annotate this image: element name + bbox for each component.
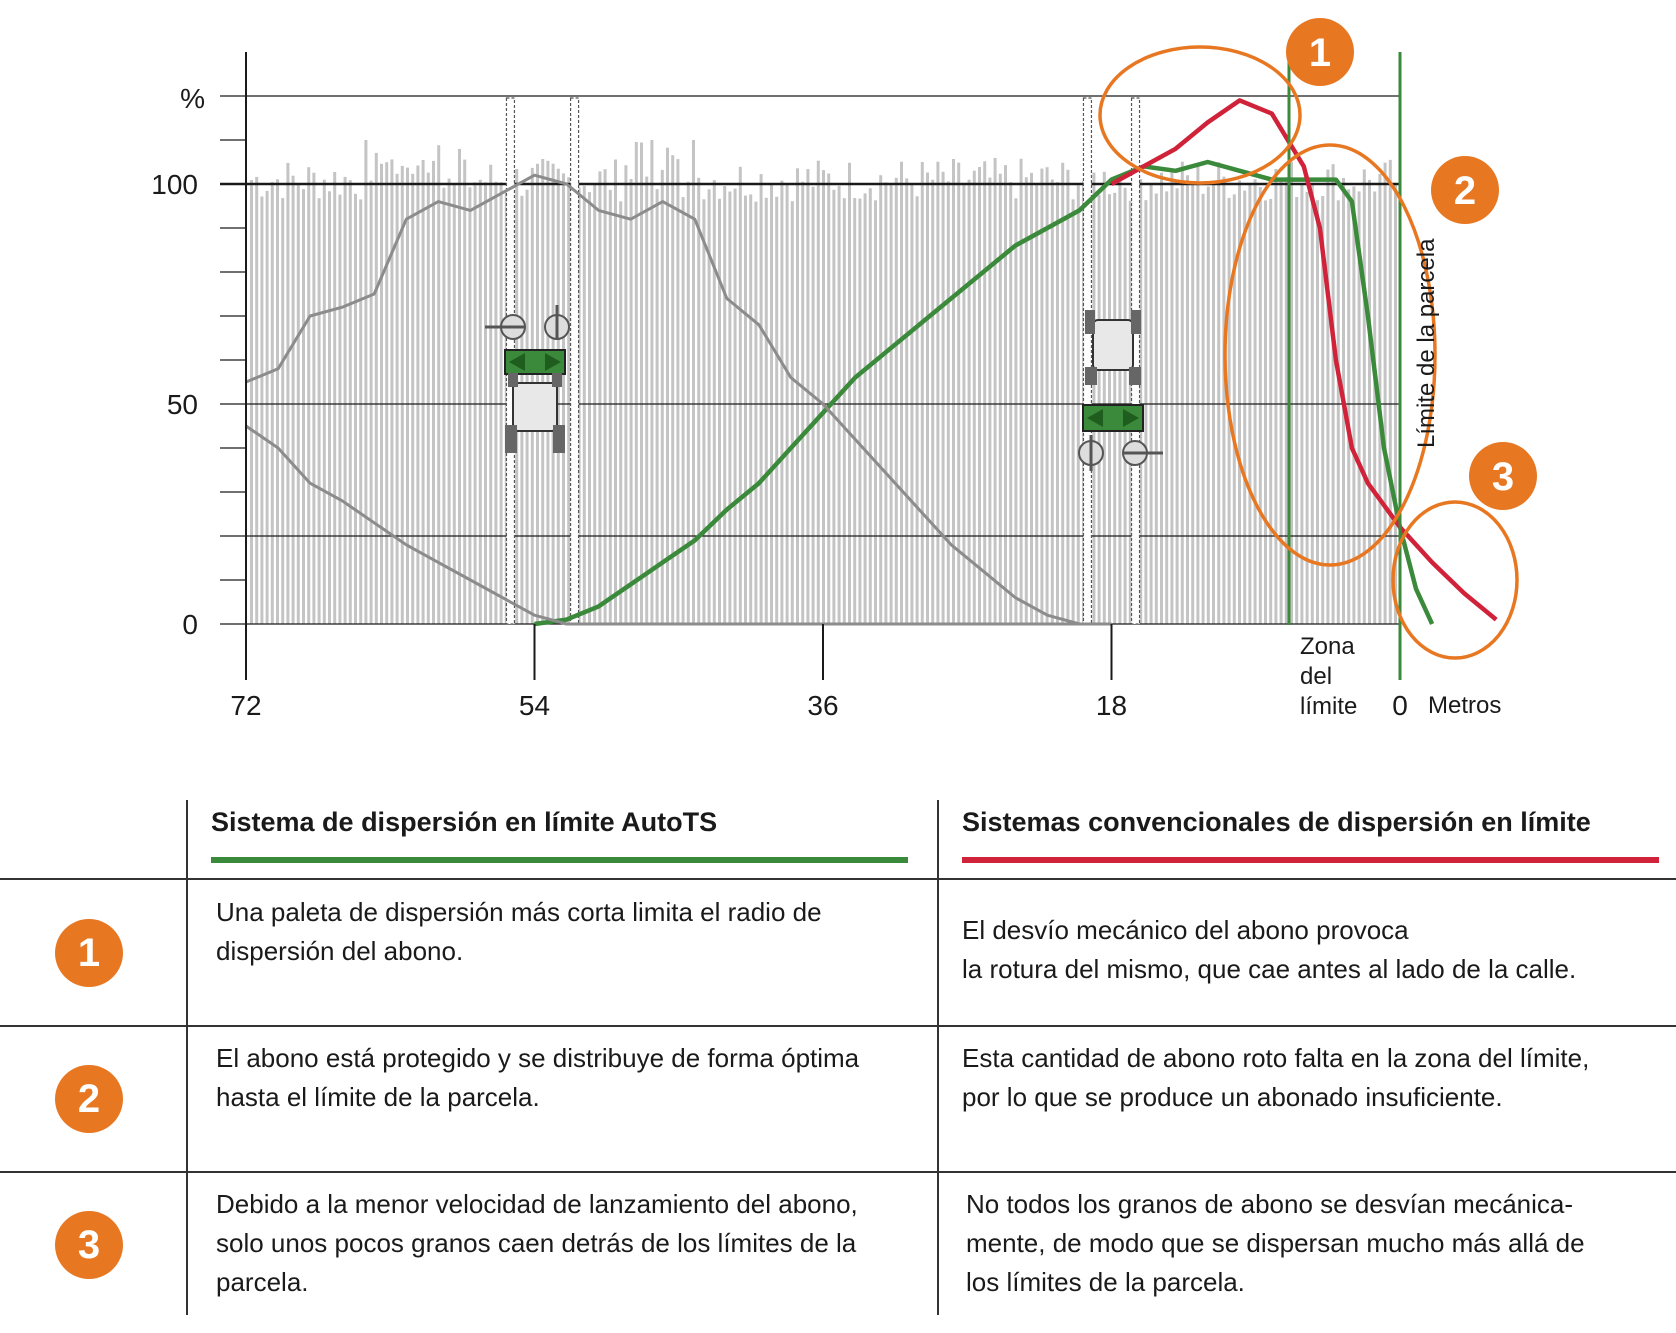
spread-bar bbox=[1347, 189, 1350, 624]
spread-bar bbox=[973, 171, 976, 624]
spread-bar bbox=[416, 166, 419, 625]
header-conventional-rule bbox=[962, 857, 1659, 863]
text-line: dispersión del abono. bbox=[216, 936, 464, 966]
spread-bar bbox=[1046, 167, 1049, 624]
spread-bar bbox=[739, 167, 742, 624]
spread-bar bbox=[1254, 179, 1257, 624]
spread-bar bbox=[463, 160, 466, 624]
spread-bar bbox=[650, 140, 653, 624]
spread-bar bbox=[775, 197, 778, 624]
spread-bar bbox=[1160, 173, 1163, 624]
spread-bar bbox=[791, 201, 794, 624]
spread-bar bbox=[1014, 198, 1017, 624]
spread-bar bbox=[630, 179, 633, 624]
spread-bar bbox=[801, 182, 804, 624]
text-line: Debido a la menor velocidad de lanzamiento del abono, bbox=[216, 1189, 858, 1219]
spread-bar bbox=[806, 169, 809, 624]
svg-text:2: 2 bbox=[1453, 169, 1477, 213]
spread-bar bbox=[328, 191, 331, 624]
spread-bar bbox=[1056, 182, 1059, 624]
badge-1 bbox=[1286, 18, 1354, 86]
spread-bar bbox=[874, 200, 877, 624]
zone-label-line-3: límite bbox=[1300, 693, 1358, 720]
x-unit-label: Metros bbox=[1428, 692, 1502, 719]
y-tick-label: 100 bbox=[151, 169, 198, 200]
spread-bar bbox=[692, 140, 695, 624]
spread-bar bbox=[1118, 178, 1121, 624]
text-line: los límites de la parcela. bbox=[966, 1267, 1245, 1297]
spread-bar bbox=[292, 176, 295, 624]
spread-bar bbox=[255, 177, 258, 624]
spread-bar bbox=[1207, 187, 1210, 625]
text-line: No todos los granos de abono se desvían mecánica- bbox=[966, 1189, 1574, 1219]
spread-bar bbox=[822, 170, 825, 624]
spread-bar bbox=[744, 196, 747, 624]
spread-bar bbox=[333, 172, 336, 624]
spread-bar bbox=[728, 192, 731, 625]
spread-bar bbox=[500, 182, 503, 624]
spread-bar bbox=[489, 165, 492, 624]
spread-bar bbox=[926, 173, 929, 625]
row-number-badge: 2 bbox=[55, 1065, 123, 1133]
spread-bar bbox=[812, 187, 815, 624]
spread-bar bbox=[448, 179, 451, 624]
spread-bar bbox=[978, 167, 981, 624]
spread-bar bbox=[760, 174, 763, 624]
spread-bar bbox=[1243, 191, 1246, 624]
spread-bar bbox=[905, 178, 908, 624]
spread-bar bbox=[879, 175, 882, 624]
spread-bar bbox=[931, 180, 934, 624]
spread-bar bbox=[338, 195, 341, 624]
spread-bar bbox=[942, 172, 945, 624]
row-3-conventional bbox=[966, 1185, 1672, 1302]
row-divider bbox=[0, 1171, 1676, 1173]
spread-bar bbox=[604, 169, 607, 624]
spread-bar bbox=[957, 163, 960, 624]
spread-bar bbox=[302, 189, 305, 624]
x-tick-label: 54 bbox=[518, 690, 551, 721]
spread-bar bbox=[474, 182, 477, 624]
text-line: Una paleta de dispersión más corta limita el radio de bbox=[216, 897, 822, 927]
spread-bar bbox=[713, 180, 716, 624]
spread-bar bbox=[999, 174, 1002, 624]
spread-bar bbox=[468, 187, 471, 624]
spread-bar bbox=[864, 193, 867, 624]
spread-bar bbox=[494, 182, 497, 624]
spread-bar bbox=[1066, 170, 1069, 624]
row-1-autots bbox=[216, 893, 926, 971]
text-line: El desvío mecánico del abono provoca bbox=[962, 915, 1409, 945]
spread-bar bbox=[1316, 200, 1319, 624]
text-line: El abono está protegido y se distribuye de forma óptima bbox=[216, 1043, 860, 1073]
svg-text:3: 3 bbox=[1491, 455, 1515, 499]
spread-bar bbox=[702, 199, 705, 624]
spread-bar bbox=[1051, 180, 1054, 625]
badge-2 bbox=[1431, 156, 1499, 224]
spread-bar bbox=[921, 162, 924, 624]
text-line: la rotura del mismo, que cae antes al lado de la calle. bbox=[962, 954, 1577, 984]
spread-bar bbox=[645, 177, 648, 624]
track-mark bbox=[571, 98, 579, 624]
spread-bar bbox=[853, 198, 856, 624]
spread-bar bbox=[406, 168, 409, 624]
spread-bar bbox=[1040, 169, 1043, 624]
spread-bar bbox=[1389, 160, 1392, 624]
spread-bar bbox=[832, 190, 835, 624]
header-autots-rule bbox=[211, 857, 908, 863]
spread-bar bbox=[432, 161, 435, 624]
spread-bar bbox=[1373, 192, 1376, 625]
spread-bar bbox=[385, 162, 388, 624]
spread-bar bbox=[1368, 180, 1371, 624]
spread-bar bbox=[1264, 200, 1267, 624]
svg-text:1: 1 bbox=[1308, 31, 1332, 75]
text-line: solo unos pocos granos caen detrás de los límites de la bbox=[216, 1228, 857, 1258]
spread-bar bbox=[567, 177, 570, 624]
spread-bar bbox=[780, 181, 783, 624]
spread-bar bbox=[458, 149, 461, 624]
spread-bar bbox=[344, 177, 347, 624]
spread-bar bbox=[624, 165, 627, 624]
spread-bar bbox=[1196, 165, 1199, 624]
spread-bar bbox=[281, 198, 284, 624]
spread-bar bbox=[359, 199, 362, 624]
spread-bar bbox=[390, 159, 393, 624]
text-line: hasta el límite de la parcela. bbox=[216, 1082, 540, 1112]
x-tick-label: 0 bbox=[1392, 690, 1408, 721]
spread-bar bbox=[250, 180, 253, 624]
spread-bar bbox=[1181, 162, 1184, 624]
spread-bar bbox=[687, 182, 690, 624]
spread-bar bbox=[260, 197, 263, 625]
spread-bar bbox=[1103, 172, 1106, 624]
spread-bar bbox=[895, 178, 898, 624]
row-2-autots bbox=[216, 1039, 926, 1117]
track-mark bbox=[1083, 98, 1091, 624]
spread-bar bbox=[1176, 188, 1179, 624]
y-unit-label: % bbox=[180, 83, 205, 114]
spread-bar bbox=[1384, 163, 1387, 624]
spread-bar bbox=[827, 174, 830, 625]
spread-bar bbox=[682, 197, 685, 624]
spread-bar bbox=[1280, 182, 1283, 625]
spread-bar bbox=[318, 198, 321, 624]
spread-bar bbox=[1202, 194, 1205, 624]
spread-bar bbox=[947, 181, 950, 624]
spread-bar bbox=[858, 199, 861, 624]
spread-bar bbox=[479, 180, 482, 624]
spread-bar bbox=[817, 161, 820, 624]
spread-bar bbox=[1274, 169, 1277, 624]
spread-bar bbox=[666, 148, 669, 624]
spread-bar bbox=[1144, 200, 1147, 624]
x-tick-label: 36 bbox=[807, 690, 839, 721]
comparison-table bbox=[0, 795, 1676, 1325]
spread-bar bbox=[1170, 169, 1173, 624]
spread-bar bbox=[900, 162, 903, 624]
spread-bar bbox=[1092, 173, 1095, 624]
spread-bar bbox=[1295, 197, 1298, 624]
spread-bar bbox=[1025, 177, 1028, 624]
row-divider bbox=[0, 1025, 1676, 1027]
spread-bar bbox=[1186, 175, 1189, 624]
spread-bar bbox=[1165, 191, 1168, 624]
spread-bar bbox=[1061, 163, 1064, 624]
spread-bar bbox=[588, 192, 591, 624]
spread-bar bbox=[1004, 165, 1007, 624]
spread-bar bbox=[1072, 199, 1075, 624]
spread-bar bbox=[656, 189, 659, 624]
spread-bar bbox=[364, 140, 367, 624]
spread-bar bbox=[718, 199, 721, 624]
spread-bar bbox=[869, 188, 872, 624]
spread-bar bbox=[754, 202, 757, 624]
spread-bar bbox=[271, 182, 274, 624]
spread-bar bbox=[354, 194, 357, 624]
spread-bar bbox=[723, 186, 726, 624]
spread-bar bbox=[765, 198, 768, 624]
spread-bar bbox=[749, 194, 752, 624]
spread-bar bbox=[411, 174, 414, 624]
text-line: Esta cantidad de abono roto falta en la zona del límite, bbox=[962, 1043, 1590, 1073]
row-1-conventional bbox=[962, 911, 1672, 989]
spread-bar bbox=[286, 163, 289, 624]
spread-bar bbox=[1285, 177, 1288, 624]
spread-bar bbox=[609, 190, 612, 624]
spread-bar bbox=[1030, 173, 1033, 624]
spread-bar bbox=[562, 173, 565, 624]
x-tick-label: 72 bbox=[230, 690, 262, 721]
badge-3 bbox=[1469, 442, 1537, 510]
text-line: por lo que se produce un abonado insuficiente. bbox=[962, 1082, 1503, 1112]
spread-bar bbox=[1222, 177, 1225, 624]
spread-bar bbox=[661, 170, 664, 624]
spread-bar bbox=[276, 179, 279, 624]
spread-bar bbox=[1326, 170, 1329, 625]
spread-bar bbox=[994, 158, 997, 624]
row-divider bbox=[0, 878, 1676, 880]
spread-bar bbox=[1269, 199, 1272, 624]
spread-bar bbox=[583, 186, 586, 624]
spread-bar bbox=[307, 167, 310, 624]
spread-bar bbox=[614, 160, 617, 625]
header-autots: Sistema de dispersión en límite AutoTS bbox=[211, 807, 718, 837]
spread-bar bbox=[697, 178, 700, 624]
spread-bar bbox=[952, 159, 955, 624]
row-number-badge: 1 bbox=[55, 919, 123, 987]
spread-bar bbox=[796, 168, 799, 624]
spread-bar bbox=[323, 180, 326, 624]
header-conventional: Sistemas convencionales de dispersión en límite bbox=[962, 807, 1591, 837]
y-tick-label: 50 bbox=[166, 389, 198, 420]
spread-bar bbox=[988, 178, 991, 624]
spread-bar bbox=[1077, 185, 1080, 624]
boundary-label: Límite de la parcela bbox=[1413, 238, 1440, 448]
spread-bar bbox=[1259, 187, 1262, 624]
spread-bar bbox=[1332, 164, 1335, 624]
spread-bar bbox=[936, 162, 939, 624]
text-line: mente, de modo que se dispersan mucho más allá de bbox=[966, 1228, 1585, 1258]
spread-bar bbox=[380, 164, 383, 624]
spread-bar bbox=[484, 182, 487, 624]
spread-bar bbox=[312, 173, 315, 624]
spread-bar bbox=[734, 189, 737, 624]
spread-bar bbox=[266, 191, 269, 624]
spread-bar bbox=[1155, 194, 1158, 625]
spread-bar bbox=[848, 163, 851, 624]
text-line: parcela. bbox=[216, 1267, 309, 1297]
spread-bar bbox=[843, 198, 846, 624]
spread-bar bbox=[1337, 200, 1340, 624]
spread-bar bbox=[349, 180, 352, 624]
row-number-badge: 3 bbox=[55, 1211, 123, 1279]
spread-bar bbox=[598, 171, 601, 624]
spread-bar bbox=[916, 196, 919, 624]
spread-bar bbox=[619, 201, 622, 624]
spread-bar bbox=[838, 186, 841, 624]
spread-bar bbox=[370, 181, 373, 624]
x-tick-label: 18 bbox=[1095, 690, 1128, 721]
spread-bar bbox=[442, 188, 445, 624]
row-2-conventional bbox=[962, 1039, 1672, 1117]
spread-bar bbox=[983, 161, 986, 624]
row-3-autots bbox=[216, 1185, 926, 1302]
spread-bar bbox=[1020, 159, 1023, 624]
spread-bar bbox=[1217, 162, 1220, 624]
zone-label-line-1: Zona bbox=[1300, 633, 1355, 660]
zone-label-line-2: del bbox=[1300, 663, 1333, 690]
y-tick-label: 0 bbox=[182, 609, 198, 640]
spread-bar bbox=[375, 153, 378, 624]
spread-bar bbox=[884, 182, 887, 624]
spread-bar bbox=[437, 145, 440, 624]
